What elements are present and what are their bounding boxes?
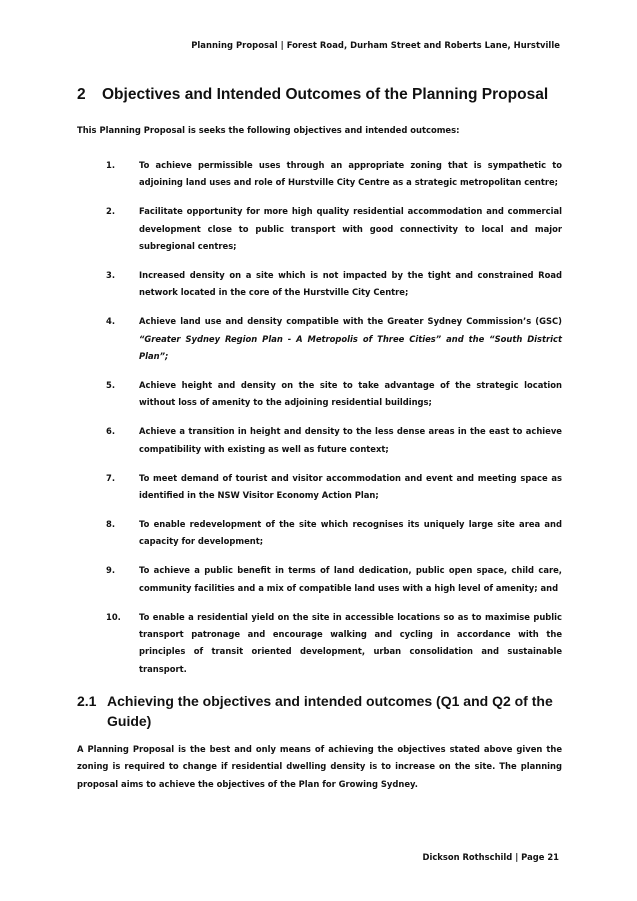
objective-number: 4. xyxy=(106,316,116,327)
section-title: Objectives and Intended Outcomes of the Planning Proposal xyxy=(102,86,549,103)
objective-number: 1. xyxy=(106,160,116,170)
objectives-list xyxy=(77,157,562,690)
objective-text: Achieve height and density on the site to take advantage of the strategic location without loss of amenity to the adjoining residential buildings; xyxy=(139,380,562,408)
objective-text: To enable redevelopment of the site which recognises its uniquely large site area and capacity for development; xyxy=(139,519,562,547)
objective-text: Achieve land use and density compatible with the Greater Sydney Commission’s (GSC) xyxy=(139,316,562,327)
subsection-heading xyxy=(77,691,562,731)
objective-number: 8. xyxy=(106,519,116,529)
objective-number: 7. xyxy=(106,472,116,483)
objective-item xyxy=(77,313,562,365)
section-intro: This Planning Proposal is seeks the following objectives and intended outcomes: xyxy=(77,125,460,135)
objective-item xyxy=(77,377,562,412)
objective-text: Achieve a transition in height and density to the less dense areas in the east to achieve compatibility with existing as well as future context; xyxy=(139,426,562,454)
objective-text: To achieve permissible uses through an appropriate zoning that is sympathetic to adjoining land uses and role of Hurstville City Centre as a strategic metropolitan centre; xyxy=(139,160,562,188)
objective-item xyxy=(77,516,562,551)
section-heading xyxy=(77,86,577,104)
objective-text: Increased density on a site which is not impacted by the tight and constrained Road network located in the core of the Hurstville City Centre; xyxy=(139,270,562,298)
objective-item xyxy=(77,470,562,505)
objective-item xyxy=(77,423,562,458)
objective-item xyxy=(77,609,562,679)
objective-text: To enable a residential yield on the site in accessible locations so as to maximise public transport patronage and encourage walking and cycling in accordance with the principles of transit oriented development, urban consolidation and sustainable transport. xyxy=(139,611,562,674)
section-number: 2 xyxy=(77,86,86,103)
objective-number: 5. xyxy=(106,380,116,391)
objective-number: 3. xyxy=(106,270,116,281)
subsection-body: A Planning Proposal is the best and only means of achieving the objectives stated above given the zoning is required to change if residential dwelling density is to increase on the site. The planning proposal aims to achieve the objectives of the Plan for Growing Sydney. xyxy=(77,744,562,789)
running-header: Planning Proposal | Forest Road, Durham Street and Roberts Lane, Hurstville xyxy=(191,40,560,50)
objective-text: Facilitate opportunity for more high quality residential accommodation and commercial development close to public transport with good connectivity to local and major subregional centres; xyxy=(139,206,562,252)
objective-number: 6. xyxy=(106,426,116,437)
page-footer: Dickson Rothschild | Page 21 xyxy=(422,852,559,862)
subsection-number: 2.1 xyxy=(77,693,97,709)
objective-text: To meet demand of tourist and visitor accommodation and event and meeting space as identified in the NSW Visitor Economy Action Plan; xyxy=(139,472,562,501)
objective-item xyxy=(77,203,562,255)
objective-text: To achieve a public benefit in terms of land dedication, public open space, child care, community facilities and a mix of compatible land uses with a high level of amenity; and xyxy=(139,565,562,593)
subsection-title: Achieving the objectives and intended outcomes (Q1 and Q2 of the Guide) xyxy=(107,693,553,729)
objective-number: 10. xyxy=(106,611,121,622)
objective-italic-reference: “Greater Sydney Region Plan - A Metropolis of Three Cities” and the “South District Plan”; xyxy=(139,333,562,362)
objective-number: 9. xyxy=(106,565,116,576)
objective-item xyxy=(77,267,562,302)
objective-number: 2. xyxy=(106,206,116,217)
objective-item xyxy=(77,157,562,192)
objective-item xyxy=(77,562,562,597)
